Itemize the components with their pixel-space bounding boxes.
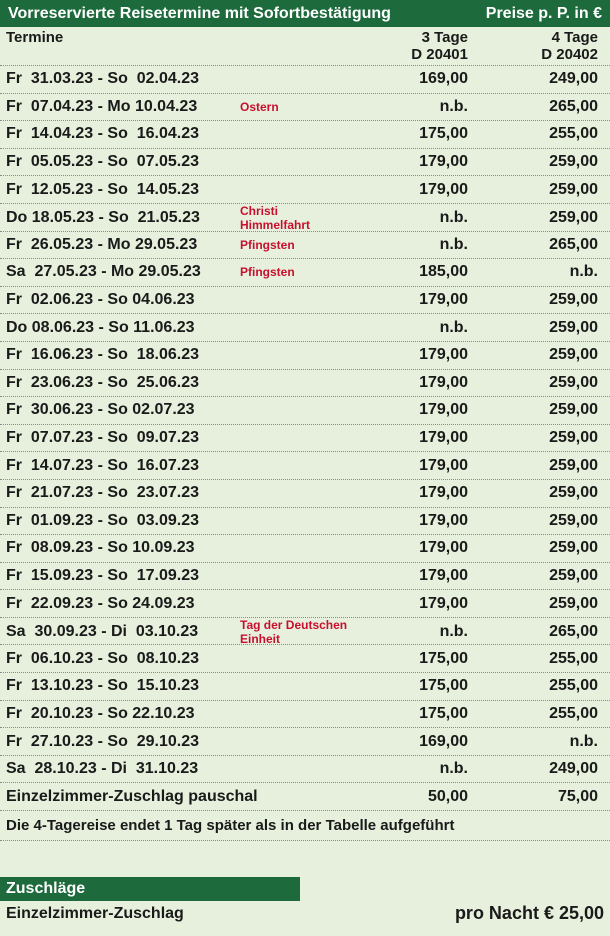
row-date: Fr 27.10.23 - So 29.10.23 [6, 732, 200, 750]
row-date: Fr 16.06.23 - So 18.06.23 [6, 346, 200, 364]
table-row [0, 232, 610, 260]
row-price-3tage: 175,00 [419, 649, 468, 667]
surcharge-3tage: 50,00 [427, 787, 468, 805]
col-4tage-days: 4 Tage [551, 29, 598, 46]
col-3tage-header [350, 27, 474, 65]
row-price-4tage: 259,00 [549, 153, 598, 171]
surcharge-4tage: 75,00 [557, 787, 598, 805]
row-date: Do 18.05.23 - So 21.05.23 [6, 208, 200, 226]
table-row [0, 508, 610, 536]
row-price-4tage: 259,00 [549, 180, 598, 198]
table-row [0, 314, 610, 342]
row-price-3tage: 169,00 [419, 70, 468, 88]
row-price-4tage: 259,00 [549, 594, 598, 612]
row-date: Fr 21.07.23 - So 23.07.23 [6, 484, 200, 502]
row-price-3tage: 169,00 [419, 732, 468, 750]
row-date: Fr 20.10.23 - So 22.10.23 [6, 704, 195, 722]
row-price-4tage: 259,00 [549, 511, 598, 529]
row-price-4tage: 265,00 [549, 235, 598, 253]
row-price-3tage: n.b. [439, 622, 468, 640]
table-row [0, 728, 610, 756]
row-date: Fr 26.05.23 - Mo 29.05.23 [6, 235, 198, 253]
row-price-4tage: 255,00 [549, 125, 598, 143]
col-4tage-header [474, 27, 604, 65]
table-row [0, 535, 610, 563]
row-date: Fr 22.09.23 - So 24.09.23 [6, 594, 195, 612]
table-row [0, 94, 610, 122]
row-price-3tage: 175,00 [419, 125, 468, 143]
row-price-4tage: 259,00 [549, 346, 598, 364]
zuschlaege-row [0, 901, 610, 926]
header-bar [0, 0, 610, 27]
row-price-3tage: n.b. [439, 318, 468, 336]
row-price-3tage: 179,00 [419, 401, 468, 419]
row-price-3tage: n.b. [439, 208, 468, 226]
row-date: Fr 15.09.23 - So 17.09.23 [6, 566, 200, 584]
row-price-3tage: 179,00 [419, 594, 468, 612]
row-price-3tage: 179,00 [419, 346, 468, 364]
row-date: Do 08.06.23 - So 11.06.23 [6, 318, 195, 336]
row-date: Fr 14.07.23 - So 16.07.23 [6, 456, 200, 474]
row-price-3tage: 179,00 [419, 456, 468, 474]
row-price-4tage: 259,00 [549, 401, 598, 419]
row-date: Fr 02.06.23 - So 04.06.23 [6, 291, 195, 309]
row-price-3tage: 179,00 [419, 511, 468, 529]
row-price-3tage: n.b. [439, 760, 468, 778]
row-price-4tage: 255,00 [549, 677, 598, 695]
row-price-4tage: 259,00 [549, 484, 598, 502]
prices-label: Preise p. P. in € [485, 4, 602, 22]
row-date: Fr 31.03.23 - So 02.04.23 [6, 70, 200, 88]
row-price-3tage: 175,00 [419, 704, 468, 722]
row-price-3tage: 185,00 [419, 263, 468, 281]
row-price-3tage: n.b. [439, 97, 468, 115]
row-price-4tage: 249,00 [549, 760, 598, 778]
row-date: Fr 06.10.23 - So 08.10.23 [6, 649, 200, 667]
table-row [0, 756, 610, 784]
table-row [0, 149, 610, 177]
row-price-4tage: 259,00 [549, 208, 598, 226]
row-price-3tage: 179,00 [419, 429, 468, 447]
table-row [0, 176, 610, 204]
table-row [0, 259, 610, 287]
row-price-3tage: 179,00 [419, 484, 468, 502]
price-table [0, 27, 610, 841]
surcharge-row [0, 783, 610, 811]
row-price-4tage: 265,00 [549, 97, 598, 115]
row-price-4tage: 259,00 [549, 373, 598, 391]
zuschlaege-price: pro Nacht € 25,00 [454, 903, 604, 924]
row-price-4tage: 259,00 [549, 539, 598, 557]
row-date: Sa 28.10.23 - Di 31.10.23 [6, 760, 199, 778]
col-3tage-days: 3 Tage [421, 29, 468, 46]
row-price-4tage: 259,00 [549, 291, 598, 309]
row-price-4tage: 259,00 [549, 566, 598, 584]
table-row [0, 673, 610, 701]
row-price-4tage: 259,00 [549, 456, 598, 474]
row-price-4tage: 249,00 [549, 70, 598, 88]
row-date: Sa 27.05.23 - Mo 29.05.23 [6, 263, 201, 281]
row-price-4tage: n.b. [569, 732, 598, 750]
table-body [0, 66, 610, 783]
row-price-4tage: 259,00 [549, 318, 598, 336]
row-price-3tage: 179,00 [419, 153, 468, 171]
table-row [0, 480, 610, 508]
table-row [0, 701, 610, 729]
header-title: Vorreservierte Reisetermine mit Sofortbestätigung [8, 4, 391, 22]
row-price-3tage: n.b. [439, 235, 468, 253]
row-date: Sa 30.09.23 - Di 03.10.23 [6, 622, 199, 640]
row-price-4tage: n.b. [569, 263, 598, 281]
table-row [0, 563, 610, 591]
row-price-3tage: 179,00 [419, 373, 468, 391]
row-note: Christi Himmelfahrt [240, 203, 311, 232]
row-date: Fr 14.04.23 - So 16.04.23 [6, 125, 200, 143]
row-date: Fr 30.06.23 - So 02.07.23 [6, 401, 195, 419]
row-date: Fr 23.06.23 - So 25.06.23 [6, 373, 200, 391]
row-date: Fr 07.07.23 - So 09.07.23 [6, 429, 200, 447]
row-date: Fr 08.09.23 - So 10.09.23 [6, 539, 195, 557]
row-price-4tage: 259,00 [549, 429, 598, 447]
row-price-4tage: 255,00 [549, 649, 598, 667]
row-note: Pfingsten [240, 237, 295, 252]
row-note: Ostern [240, 99, 279, 114]
row-price-4tage: 265,00 [549, 622, 598, 640]
col-3tage-code: D 20401 [411, 46, 468, 63]
surcharge-label: Einzelzimmer-Zuschlag pauschal [6, 787, 258, 805]
table-header [0, 27, 610, 66]
table-row [0, 287, 610, 315]
row-date: Fr 12.05.23 - So 14.05.23 [6, 180, 200, 198]
row-date: Fr 07.04.23 - Mo 10.04.23 [6, 97, 198, 115]
row-price-3tage: 179,00 [419, 566, 468, 584]
row-note: Pfingsten [240, 265, 295, 280]
table-row [0, 342, 610, 370]
row-date: Fr 13.10.23 - So 15.10.23 [6, 677, 200, 695]
col-termine-header: Termine [6, 29, 64, 46]
row-price-3tage: 175,00 [419, 677, 468, 695]
col-4tage-code: D 20402 [541, 46, 598, 63]
table-row [0, 397, 610, 425]
row-price-3tage: 179,00 [419, 291, 468, 309]
table-row [0, 66, 610, 94]
zuschlaege-label: Einzelzimmer-Zuschlag [6, 904, 184, 922]
row-price-3tage: 179,00 [419, 539, 468, 557]
table-row [0, 204, 610, 232]
table-row [0, 452, 610, 480]
footnote: Die 4-Tagereise endet 1 Tag später als in der Tabelle aufgeführt [0, 811, 610, 841]
row-date: Fr 01.09.23 - So 03.09.23 [6, 511, 200, 529]
table-row [0, 121, 610, 149]
table-row [0, 370, 610, 398]
table-row [0, 590, 610, 618]
row-price-4tage: 255,00 [549, 704, 598, 722]
table-row [0, 645, 610, 673]
table-row [0, 425, 610, 453]
row-note: Tag der Deutschen Einheit [240, 617, 348, 646]
row-price-3tage: 179,00 [419, 180, 468, 198]
table-row [0, 618, 610, 646]
zuschlaege-bar: Zuschläge [0, 877, 300, 901]
row-date: Fr 05.05.23 - So 07.05.23 [6, 153, 200, 171]
